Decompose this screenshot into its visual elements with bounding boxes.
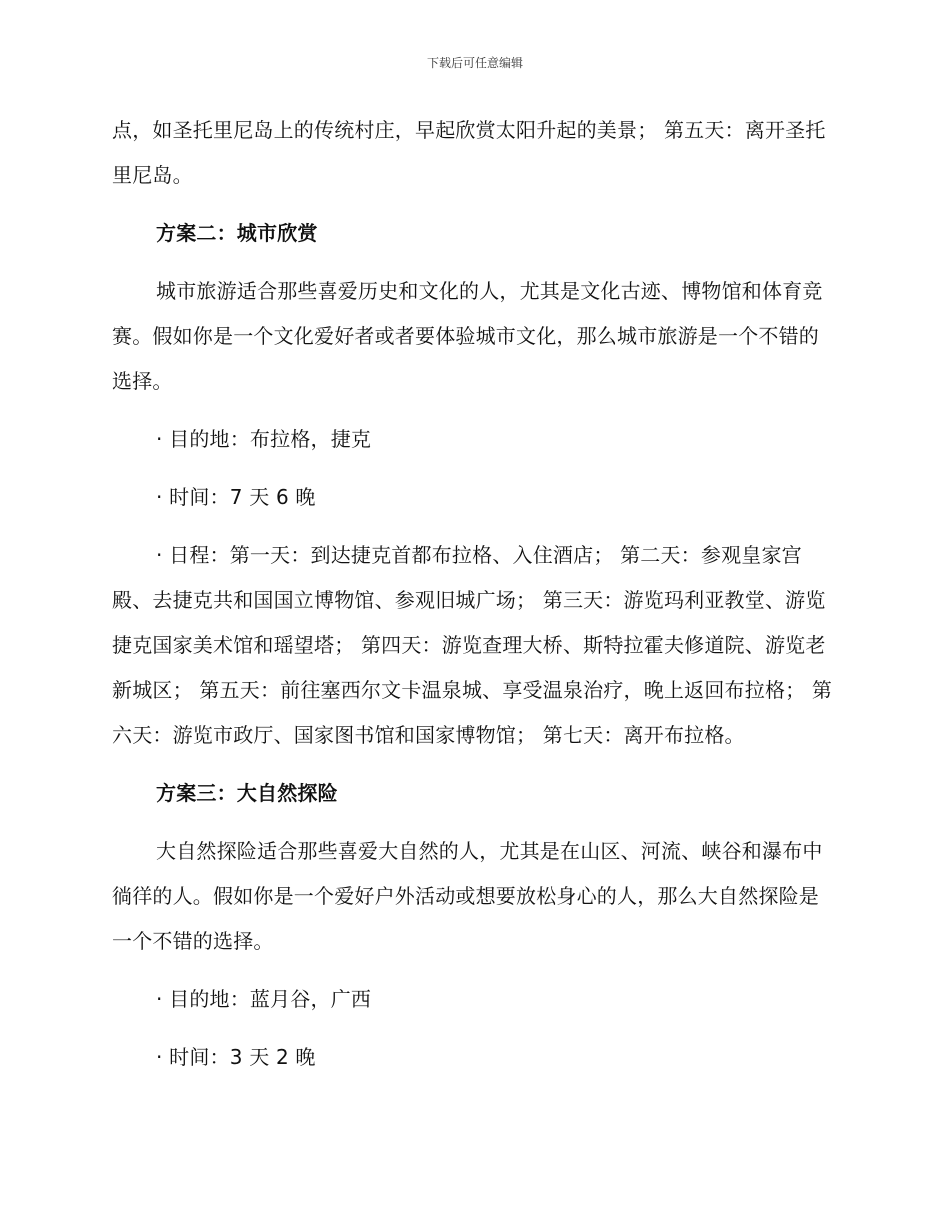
paragraph-continuation: 点，如圣托里尼岛上的传统村庄，早起欣赏太阳升起的美景； 第五天：离开圣托里尼岛。 — [112, 118, 826, 187]
bullet-itinerary-prague: · 日程：第一天：到达捷克首都布拉格、入住酒店； 第二天：参观皇家宫殿、去捷克共和国国立博物馆、参观旧城广场； 第三天：游览玛利亚教堂、游览捷克国家美术馆和瑶望塔； 第四天：游览查理大桥、斯特拉霍夫修道院、游览老新城区； 第五天：前往塞西尔文卡温泉城、享受温泉治疗，晚上返回布拉格； 第六天：游览市政厅、国家图书馆和国家博物馆； 第七天：离开布拉格。 — [112, 543, 833, 747]
section-heading-plan-three: 方案三：大自然探险 — [156, 781, 338, 805]
paragraph-nature-intro: 大自然探险适合那些喜爱大自然的人，尤其是在山区、河流、峡谷和瀑布中徜徉的人。假如你是一个爱好户外活动或想要放松身心的人，那么大自然探险是一个不错的选择。 — [112, 839, 823, 953]
page-header: 下载后可任意编辑 — [426, 56, 523, 70]
bullet-duration-prague: · 时间：7 天 6 晚 — [156, 485, 316, 509]
section-heading-plan-two: 方案二：城市欣赏 — [156, 221, 318, 245]
bullet-destination-prague: · 目的地：布拉格，捷克 — [156, 427, 372, 451]
bullet-destination-blue-moon-valley: · 目的地：蓝月谷，广西 — [156, 987, 372, 1011]
paragraph-city-intro: 城市旅游适合那些喜爱历史和文化的人，尤其是文化古迹、博物馆和体育竞赛。假如你是一个文化爱好者或者要体验城市文化，那么城市旅游是一个不错的选择。 — [112, 279, 823, 393]
bullet-duration-blue-moon-valley: · 时间：3 天 2 晚 — [156, 1045, 316, 1069]
document-body — [112, 108, 837, 1080]
